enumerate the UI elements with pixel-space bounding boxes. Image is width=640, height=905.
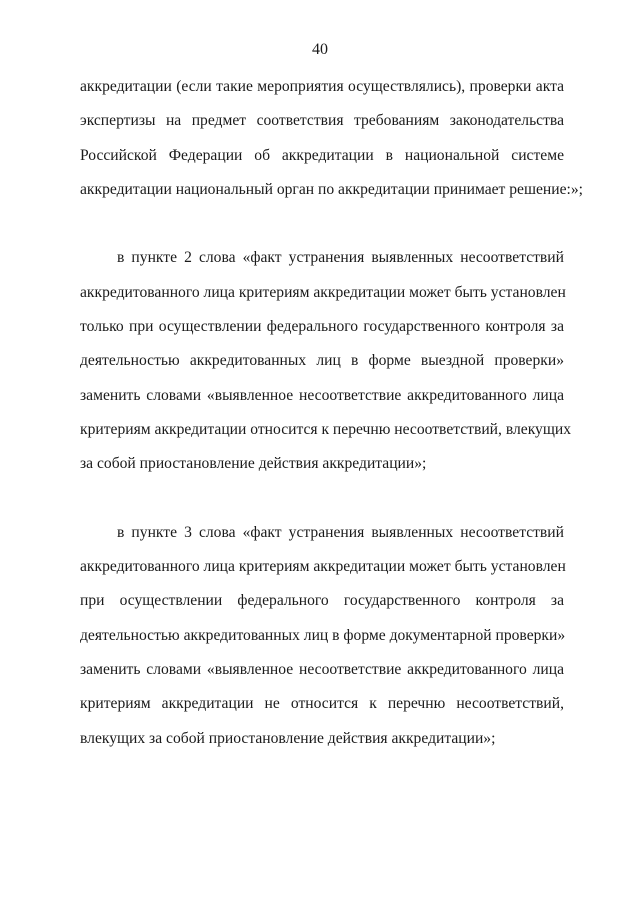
text-line: аккредитованного лица критериям аккредитации может быть установлен: [80, 558, 566, 576]
text-line: за собой приостановление действия аккредитации»;: [80, 455, 427, 473]
text-line: только при осуществлении федерального государственного контроля за: [80, 318, 564, 336]
paragraph-spacer: [80, 482, 564, 516]
text-line: аккредитации (если такие мероприятия осуществлялись), проверки акта: [80, 78, 564, 95]
text-line: аккредитованного лица критериям аккредитации может быть установлен: [80, 283, 566, 301]
text-line: влекущих за собой приостановление действия аккредитации»;: [80, 729, 496, 747]
text-line: экспертизы на предмет соответствия требованиям законодательства: [80, 112, 564, 130]
page-number: 40: [312, 41, 328, 58]
paragraph-spacer: [80, 207, 564, 241]
text-line: аккредитации национальный орган по аккредитации принимает решение:»;: [80, 180, 583, 198]
text-line: при осуществлении федерального государственного контроля за: [80, 592, 564, 610]
text-line: критериям аккредитации относится к перечню несоответствий, влекущих: [80, 420, 571, 438]
text-line: деятельностью аккредитованных лиц в форме выездной проверки»: [80, 352, 564, 370]
paragraph-item-2: [80, 241, 571, 481]
text-line: заменить словами «выявленное несоответствие аккредитованного лица: [80, 661, 564, 679]
text-line: критериям аккредитации не относится к перечню несоответствий,: [80, 695, 564, 713]
paragraph-item-3: [80, 516, 564, 756]
document-body: [80, 70, 583, 756]
paragraph-continuation: [80, 70, 583, 207]
text-line: деятельностью аккредитованных лиц в форме документарной проверки»: [80, 626, 566, 644]
text-line: в пункте 2 слова «факт устранения выявленных несоответствий: [117, 249, 564, 267]
text-line: заменить словами «выявленное несоответствие аккредитованного лица: [80, 386, 564, 404]
text-line: Российской Федерации об аккредитации в национальной системе: [80, 146, 564, 164]
text-line: в пункте 3 слова «факт устранения выявленных несоответствий: [117, 523, 564, 541]
